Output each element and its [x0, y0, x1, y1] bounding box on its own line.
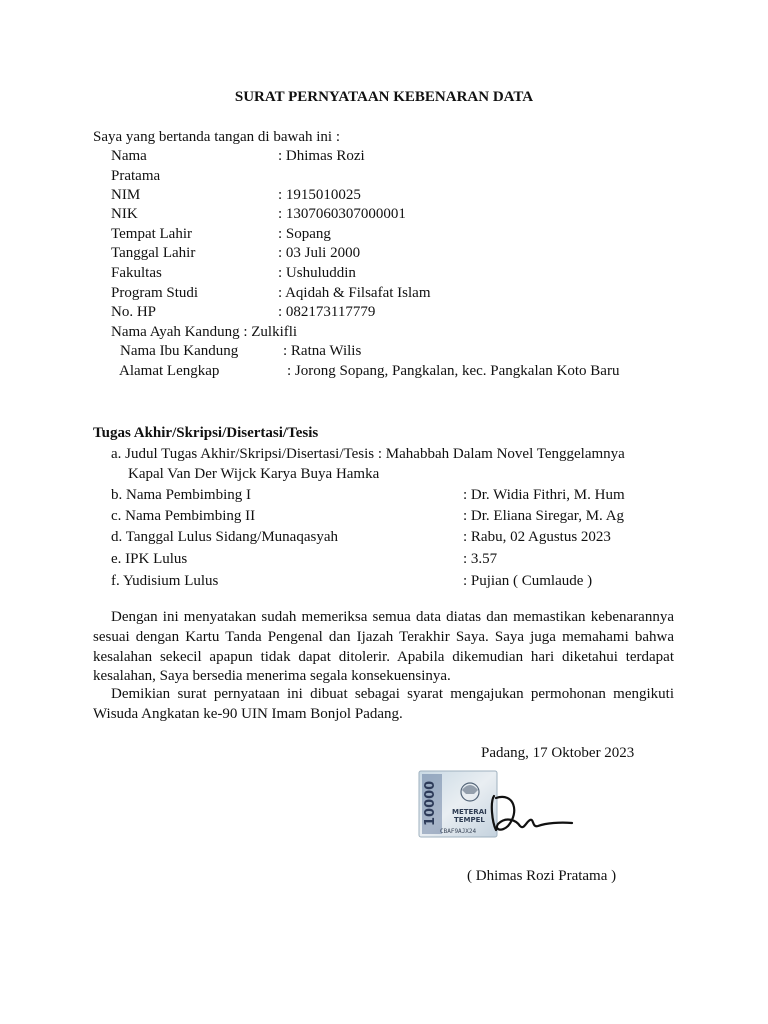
thesis-row-yudisium [111, 572, 681, 594]
identity-value: : Ratna Wilis [283, 343, 362, 359]
identity-label: Nama [111, 148, 147, 164]
identity-label: Program Studi [111, 285, 199, 301]
identity-value: : Ushuluddin [278, 265, 356, 281]
thesis-label: d. Tanggal Lulus Sidang/Munaqasyah [111, 529, 338, 545]
identity-value: : 082173117779 [278, 304, 376, 320]
document-title: SURAT PERNYATAAN KEBENARAN DATA [234, 89, 534, 105]
identity-label: No. HP [111, 304, 157, 320]
thesis-row-pembimbing-2 [111, 507, 681, 529]
thesis-row-tanggal-lulus [111, 528, 681, 550]
identity-label: Tempat Lahir [111, 226, 192, 242]
thesis-value: : 3.57 [463, 551, 498, 567]
thesis-judul-line1: a. Judul Tugas Akhir/Skripsi/Disertasi/Tesis : Mahabbah Dalam Novel Tenggelamnya [111, 446, 625, 462]
identity-value: : Jorong Sopang, Pangkalan, kec. Pangkalan Koto Baru [287, 363, 620, 379]
signature-icon [480, 786, 580, 838]
thesis-row-ipk [111, 550, 681, 572]
identity-label: Tanggal Lahir [111, 245, 196, 261]
stamp-amount: 10000 [423, 780, 438, 826]
stamp-label-line2: TEMPEL [454, 816, 485, 824]
thesis-label: c. Nama Pembimbing II [111, 508, 256, 524]
signer-name: ( Dhimas Rozi Pratama ) [467, 868, 617, 884]
identity-label: Nama Ibu Kandung [120, 343, 239, 359]
identity-label: Pratama [111, 168, 161, 184]
statement-paragraph-1: Dengan ini menyatakan sudah memeriksa semua data diatas dan memastikan kebenarannya sesuai dengan Kartu Tanda Pengenal dan Ijazah Terakhir Saya. Saya juga memahami bahwa kesalahan sekecil apapun tidak dapat ditolerir. Apabila dikemudian hari diketahui terdapat kesalahan, Saya bersedia menerima segala konsekuensinya. [93, 609, 674, 685]
place-date: Padang, 17 Oktober 2023 [481, 745, 635, 761]
thesis-value: : Dr. Eliana Siregar, M. Ag [463, 508, 625, 524]
thesis-judul-line2: Kapal Van Der Wijck Karya Buya Hamka [128, 466, 380, 482]
stamp-serial: CBAF9AJX24 [440, 828, 477, 835]
identity-value: : Sopang [278, 226, 331, 242]
identity-value: : Aqidah & Filsafat Islam [278, 285, 431, 301]
identity-label: Alamat Lengkap [119, 363, 220, 379]
thesis-value: : Dr. Widia Fithri, M. Hum [463, 487, 625, 503]
identity-value: : 1307060307000001 [278, 206, 406, 222]
identity-value: : 1915010025 [278, 187, 361, 203]
identity-label: NIM [111, 187, 141, 203]
identity-label: Nama Ayah Kandung : Zulkifli [111, 324, 298, 340]
thesis-row-pembimbing-1 [111, 486, 681, 508]
thesis-label: b. Nama Pembimbing I [111, 487, 251, 503]
identity-label: NIK [111, 206, 138, 222]
thesis-value: : Rabu, 02 Agustus 2023 [463, 529, 611, 545]
stamp-label-line1: METERAI [452, 808, 487, 816]
thesis-label: f. Yudisium Lulus [111, 573, 219, 589]
identity-value: : 03 Juli 2000 [278, 245, 361, 261]
statement-paragraph-2: Demikian surat pernyataan ini dibuat sebagai syarat mengajukan permohonan mengikuti Wisuda Angkatan ke-90 UIN Imam Bonjol Padang. [93, 686, 674, 722]
thesis-label: e. IPK Lulus [111, 551, 188, 567]
thesis-section-title: Tugas Akhir/Skripsi/Disertasi/Tesis [93, 425, 319, 441]
identity-label: Fakultas [111, 265, 162, 281]
thesis-value: : Pujian ( Cumlaude ) [463, 573, 593, 589]
intro-text: Saya yang bertanda tangan di bawah ini : [93, 129, 341, 145]
identity-value: : Dhimas Rozi [278, 148, 365, 164]
